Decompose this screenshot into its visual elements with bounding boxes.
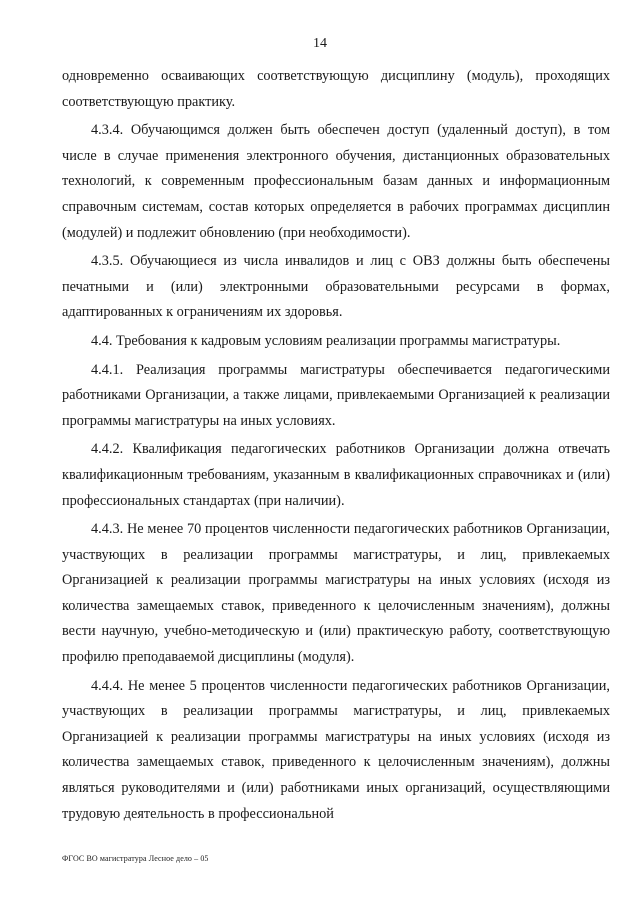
paragraph-4-3-5: 4.3.5. Обучающиеся из числа инвалидов и лиц с ОВЗ должны быть обеспечены печатными и (или) электронными образовательными ресурсами в формах, адаптированных к ограничениям их здоровья. [62,253,610,321]
document-body [62,64,610,827]
paragraph-continuation: одновременно осваивающих соответствующую дисциплину (модуль), проходящих соответствующую практику. [62,68,610,110]
paragraph-4-4: 4.4. Требования к кадровым условиям реализации программы магистратуры. [91,332,561,349]
document-footer: ФГОС ВО магистратура Лесное дело – 05 [62,854,209,863]
paragraph-4-4-3: 4.4.3. Не менее 70 процентов численности педагогических работников Организации, участвующих в реализации программы магистратуры, и лиц, привлекаемых Организацией к реализации программы магистратуры на иных условиях (исходя из количества замещаемых ставок, приведенного к целочисленным значениям), должны вести научную, учебно-методическую и (или) практическую работу, соответствующую профилю преподаваемой дисциплины (модуля). [62,521,610,666]
paragraph-4-3-4: 4.3.4. Обучающимся должен быть обеспечен доступ (удаленный доступ), в том числе в случае применения электронного обучения, дистанционных образовательных технологий, к современным профессиональным базам данных и информационным справочным системам, состав которых определяется в рабочих программах дисциплин (модулей) и подлежит обновлению (при необходимости). [62,122,610,241]
page-number: 14 [313,36,327,51]
paragraph-4-4-2: 4.4.2. Квалификация педагогических работников Организации должна отвечать квалификационным требованиям, указанным в квалификационных справочниках и (или) профессиональных стандартах (при наличии). [62,441,610,509]
paragraph-4-4-4: 4.4.4. Не менее 5 процентов численности педагогических работников Организации, участвующих в реализации программы магистратуры, и лиц, привлекаемых Организацией к реализации программы магистратуры на иных условиях (исходя из количества замещаемых ставок, приведенного к целочисленным значениям), должны являться руководителями и (или) работниками иных организаций, осуществляющими трудовую деятельность в профессиональной [62,677,610,822]
paragraph-4-4-1: 4.4.1. Реализация программы магистратуры обеспечивается педагогическими работниками Организации, а также лицами, привлекаемыми Организацией к реализации программы магистратуры на иных условиях. [62,361,610,429]
